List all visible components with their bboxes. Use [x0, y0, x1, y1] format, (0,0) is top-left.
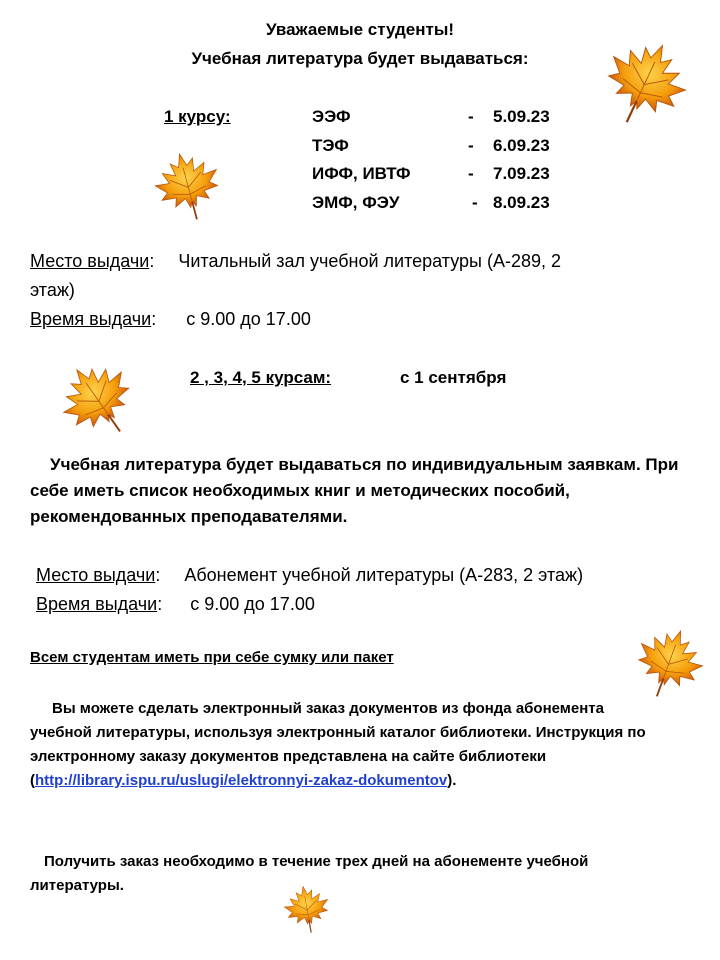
time-colon: :: [151, 309, 157, 329]
dash: -: [468, 164, 474, 183]
pickup-notice: Получить заказ необходимо в течение трех дней на абонементе учебной литературы.: [30, 853, 606, 894]
issue-heading: Учебная литература будет выдаваться:: [191, 49, 529, 68]
dash: -: [468, 107, 474, 126]
place-colon: :: [149, 251, 155, 271]
ecatalog-text: Вы можете сделать электронный заказ документов из фонда абонемента учебной литературы, используя электронный каталог библиотеки. Инструкция по электронному заказу документов представлена на сайте библиотеки (: [30, 700, 646, 789]
maple-leaf-icon: [585, 23, 705, 143]
greeting-title: Уважаемые студенты!: [265, 20, 455, 39]
issue-date: 5.09.23: [493, 107, 550, 126]
dash: -: [468, 136, 474, 155]
faculty-name: ЭЭФ: [312, 107, 351, 126]
place-colon: :: [155, 565, 161, 585]
place-row: [30, 251, 561, 272]
time-row: [30, 309, 311, 330]
ecatalog-paragraph: [30, 697, 670, 793]
place-value-cont: этаж): [30, 280, 75, 300]
ecatalog-link[interactable]: http://library.ispu.ru/uslugi/elektronnyi-zakaz-dokumentov: [35, 772, 448, 789]
maple-leaf-icon: [42, 344, 153, 455]
place-value: Абонемент учебной литературы (А-283, 2 этаж): [184, 565, 584, 585]
time-row: [36, 594, 315, 615]
place-row: [36, 565, 583, 586]
other-years-value: с 1 сентября: [400, 368, 507, 387]
issue-date: 8.09.23: [493, 193, 550, 212]
time-value: с 9.00 до 17.00: [190, 594, 315, 614]
time-label: Время выдачи: [36, 594, 158, 614]
time-label: Время выдачи: [30, 309, 152, 329]
faculty-name: ИФФ, ИВТФ: [312, 164, 411, 183]
maple-leaf-icon: [144, 142, 232, 230]
dash: -: [472, 193, 478, 212]
faculty-name: ТЭФ: [312, 136, 349, 155]
issue-date: 6.09.23: [493, 136, 550, 155]
time-colon: :: [157, 594, 163, 614]
individual-requests-paragraph: Учебная литература будет выдаваться по индивидуальным заявкам. При себе иметь список необходимых книг и методических пособий, рекомендованных преподавателями.: [30, 455, 679, 526]
bag-notice: Всем студентам иметь при себе сумку или пакет: [30, 649, 394, 666]
first-year-label: 1 курсу:: [164, 107, 231, 126]
faculty-name: ЭМФ, ФЭУ: [312, 193, 400, 212]
other-years-label: 2 , 3, 4, 5 курсам:: [190, 368, 332, 387]
ecatalog-text-end: ).: [447, 772, 457, 789]
place-value: Читальный зал учебной литературы (А-289, 2: [178, 251, 562, 271]
place-label: Место выдачи: [36, 565, 156, 585]
place-label: Место выдачи: [30, 251, 150, 271]
time-value: с 9.00 до 17.00: [186, 309, 311, 329]
issue-date: 7.09.23: [493, 164, 550, 183]
